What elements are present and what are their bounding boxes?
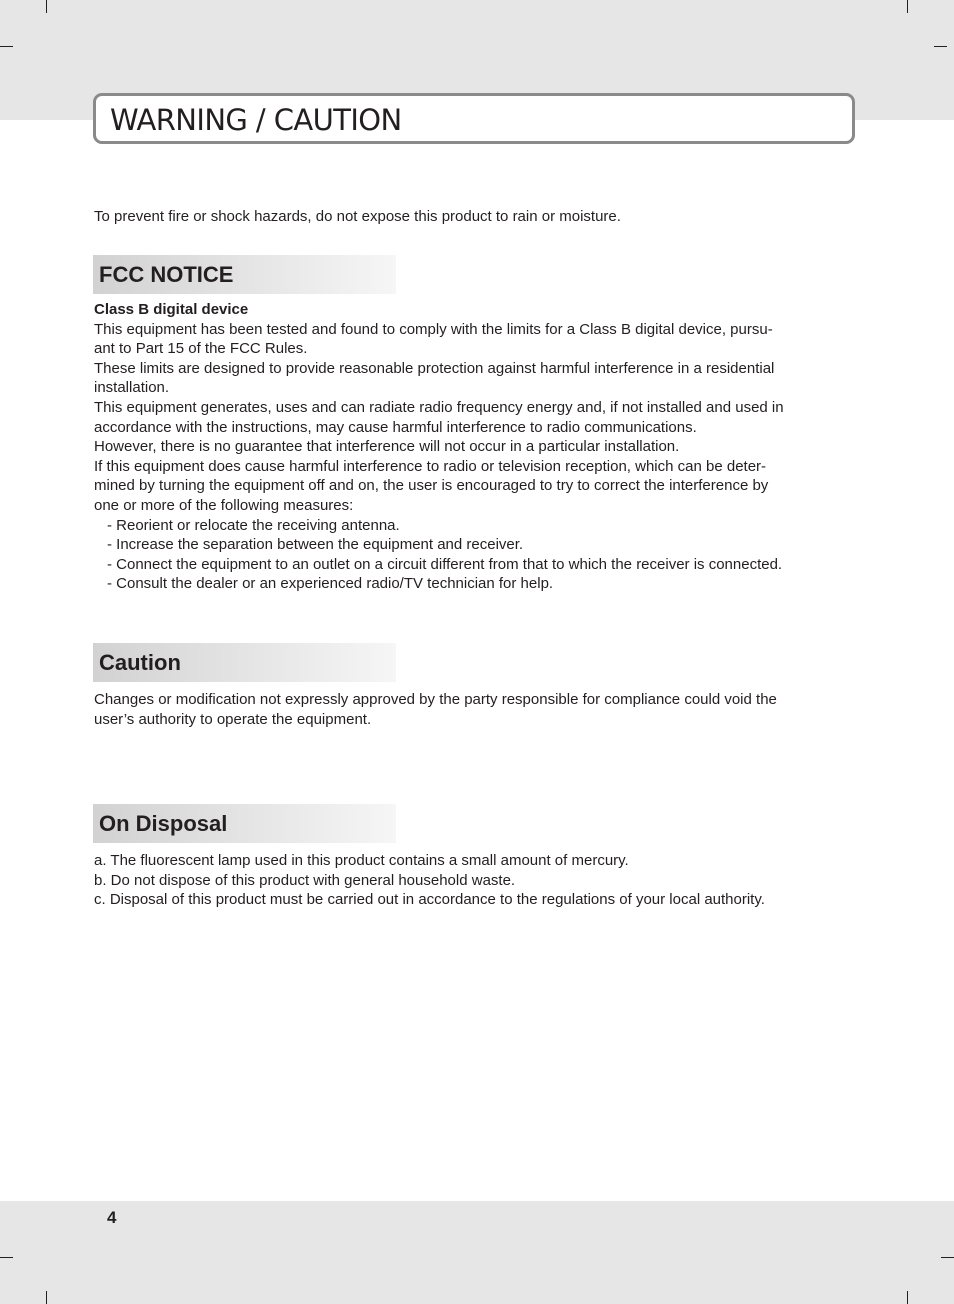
fcc-line: If this equipment does cause harmful interference to radio or television reception, which can be deter-: [94, 457, 767, 475]
fcc-notice-body: [94, 300, 784, 594]
caution-line: Changes or modification not expressly approved by the party responsible for compliance could void the: [94, 691, 777, 708]
fcc-line: However, there is no guarantee that interference will not occur in a particular installation.: [94, 438, 680, 456]
crop-mark: [0, 1257, 13, 1258]
fcc-notice-heading-label: FCC NOTICE: [99, 262, 234, 287]
crop-mark: [941, 1257, 954, 1258]
disposal-heading-label: On Disposal: [99, 811, 228, 836]
caution-line: user’s authority to operate the equipment.: [94, 710, 372, 728]
disposal-body: [94, 851, 765, 910]
disposal-line: c. Disposal of this product must be carried out in accordance to the regulations of your local authority.: [94, 891, 765, 909]
disposal-heading: [93, 804, 396, 843]
crop-mark: [934, 46, 947, 47]
fcc-line: This equipment has been tested and found to comply with the limits for a Class B digital device, pursu-: [94, 320, 773, 338]
fcc-measure: - Reorient or relocate the receiving antenna.: [107, 516, 400, 534]
crop-mark: [46, 1291, 47, 1304]
fcc-measure: - Increase the separation between the equipment and receiver.: [107, 536, 524, 554]
page-number: 4: [107, 1208, 117, 1227]
intro-text: To prevent fire or shock hazards, do not expose this product to rain or moisture.: [94, 208, 621, 225]
title-box: [93, 93, 855, 144]
fcc-subheading: Class B digital device: [94, 301, 249, 318]
footer-band: [0, 1201, 954, 1304]
caution-heading: [93, 643, 396, 682]
fcc-line: This equipment generates, uses and can radiate radio frequency energy and, if not installed and used in: [94, 398, 784, 416]
fcc-line: ant to Part 15 of the FCC Rules.: [94, 340, 308, 358]
crop-mark: [46, 0, 47, 13]
fcc-line: one or more of the following measures:: [94, 496, 354, 514]
fcc-measure: - Connect the equipment to an outlet on a circuit different from that to which the receiver is connected.: [107, 555, 783, 573]
crop-mark: [0, 46, 13, 47]
fcc-line: mined by turning the equipment off and on, the user is encouraged to try to correct the interference by: [94, 477, 769, 495]
fcc-line: installation.: [94, 379, 170, 397]
fcc-measure: - Consult the dealer or an experienced radio/TV technician for help.: [107, 575, 554, 593]
disposal-line: b. Do not dispose of this product with general household waste.: [94, 871, 516, 889]
crop-mark: [907, 0, 908, 13]
fcc-line: These limits are designed to provide reasonable protection against harmful interference in a residential: [94, 359, 775, 377]
fcc-notice-heading: [93, 255, 396, 294]
fcc-line: accordance with the instructions, may cause harmful interference to radio communications.: [94, 418, 697, 436]
disposal-line: a. The fluorescent lamp used in this product contains a small amount of mercury.: [94, 852, 629, 869]
page-title: WARNING / CAUTION: [110, 103, 402, 137]
crop-mark: [907, 1291, 908, 1304]
caution-body: [94, 690, 777, 729]
caution-heading-label: Caution: [99, 650, 181, 675]
